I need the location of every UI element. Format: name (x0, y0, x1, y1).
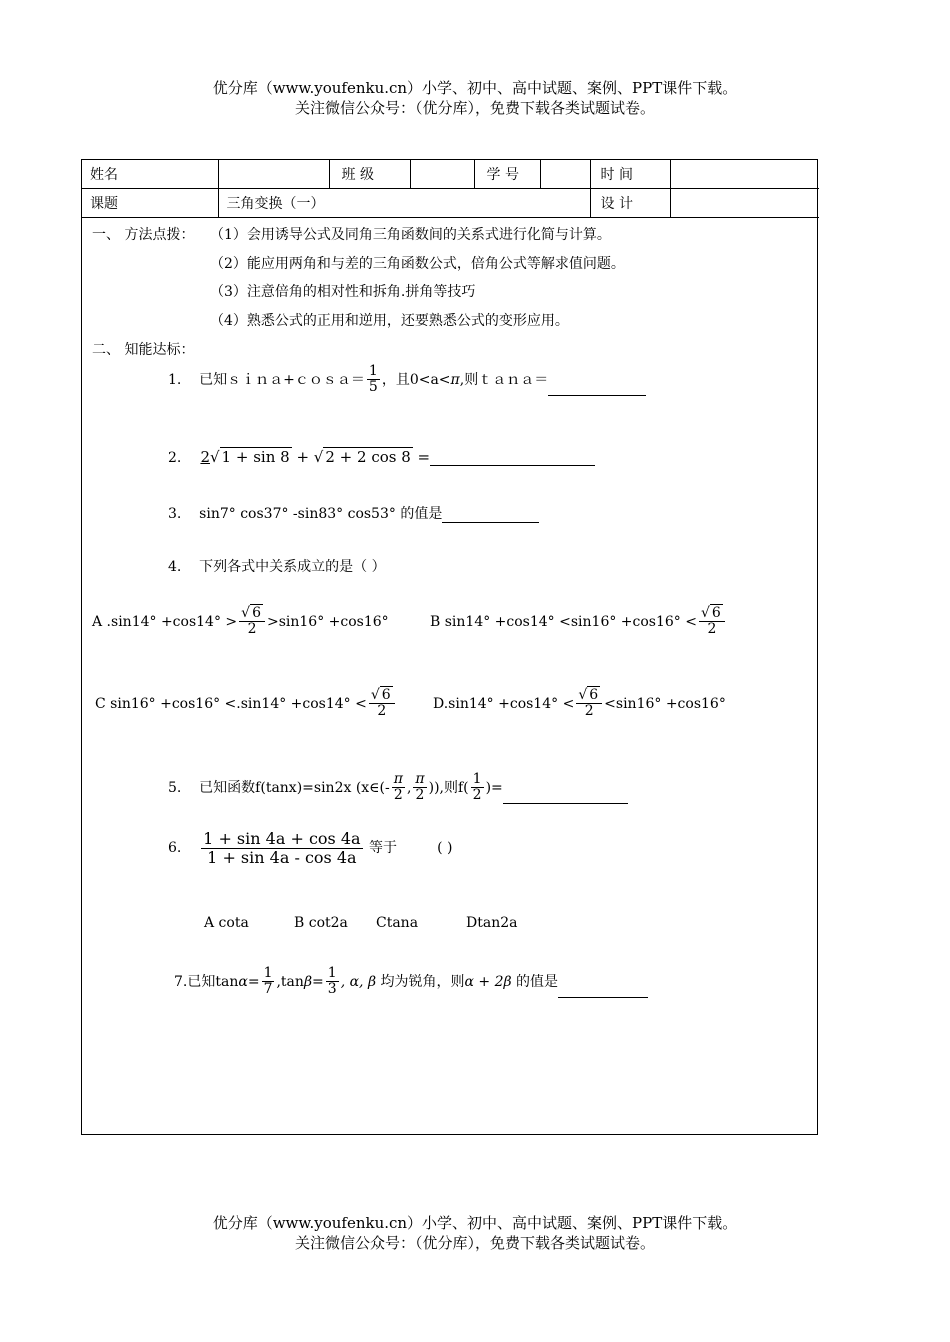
q2-answer-blank[interactable] (430, 465, 595, 466)
q4-b-frac-den: 2 (707, 621, 717, 638)
q4-option-a-prefix: A .sin14° +cos14° > (92, 613, 238, 630)
q5-frac1-den: 2 (393, 787, 403, 804)
q5-middle: )),则f( (428, 779, 469, 796)
q7-suffix: 的值是 (516, 973, 559, 990)
q4-b-root: 6 (711, 605, 721, 621)
name-label: 姓名 (82, 160, 218, 189)
design-value[interactable] (670, 189, 819, 218)
question-4 (168, 556, 386, 576)
q4-option-d-suffix: <sin16° +cos16° (604, 695, 726, 712)
banner-line-2: 关注微信公众号：（优分库），免费下载各类试题试卷。 (294, 99, 655, 117)
q6-frac-den: 1 + sin 4a - cos 4a (207, 847, 357, 867)
q7-alpha-beta: , α, β (340, 973, 377, 990)
q6-option-b: B cot2a (294, 915, 348, 931)
id-value[interactable] (540, 160, 590, 189)
name-value[interactable] (218, 160, 329, 189)
q2-radical-2: 2 + 2 cos 8 (325, 448, 411, 466)
q4-d-root: 6 (589, 687, 599, 703)
q1-answer-blank[interactable] (548, 395, 646, 396)
time-label: 时 间 (590, 160, 670, 189)
q4-option-a-fraction (239, 606, 265, 638)
q2-coefficient: 2 (200, 448, 210, 466)
question-3 (168, 503, 539, 523)
worksheet-frame (81, 159, 818, 1135)
q5-comma: , (406, 779, 412, 796)
q4-option-d (433, 688, 726, 720)
page-footer-banner (0, 1213, 950, 1253)
footer-line-2: 关注微信公众号：（优分库），免费下载各类试题试卷。 (294, 1234, 655, 1252)
q4-option-d-fraction (576, 688, 602, 720)
q5-prefix: 已知函数f(tanx)=sin2x (x∈(- (199, 779, 390, 796)
time-value[interactable] (670, 160, 819, 189)
question-1 (168, 364, 646, 396)
q5-frac2-num: π (415, 771, 425, 787)
q4-c-frac-den: 2 (377, 703, 387, 720)
q7-fraction-2 (326, 966, 339, 998)
q4-option-b (430, 606, 727, 638)
q4-text: 下列各式中关系成立的是（ ） (199, 559, 386, 575)
q7-alpha: α (238, 973, 248, 990)
q5-frac3-num: 1 (472, 771, 482, 787)
id-label: 学 号 (474, 160, 540, 189)
q4-number: 4. (168, 559, 182, 575)
q6-option-c: Ctana (376, 915, 419, 931)
q4-b-frac-num: √ 6 (699, 606, 725, 622)
footer-line-1: 优分库（www.youfenku.cn）小学、初中、高中试题、案例、PPT课件下载。 (212, 1214, 738, 1232)
q3-number: 3. (168, 506, 182, 522)
q7-equals-2: = (312, 973, 324, 990)
q1-frac-den: 5 (368, 379, 378, 396)
q6-number: 6. (168, 840, 182, 857)
q4-option-b-prefix: B sin14° +cos14° <sin16° +cos16° < (430, 613, 697, 630)
q3-answer-blank[interactable] (442, 522, 539, 523)
q7-frac2-den: 3 (327, 981, 337, 998)
section1-title: 一、 方法点拨： (92, 227, 195, 243)
topic-label: 课题 (82, 189, 218, 218)
q5-frac2-den: 2 (415, 787, 425, 804)
q6-option-a: A cota (204, 915, 249, 931)
q7-frac1-num: 1 (263, 965, 273, 981)
q7-tan-beta: ,tan (276, 973, 304, 990)
method-item-1: （1）会用诱导公式及同角三角函数间的关系式进行化简与计算。 (210, 227, 611, 243)
header-table (82, 160, 819, 218)
q6-text: 等于 (369, 840, 398, 857)
q2-equals: = (417, 448, 431, 466)
q5-fraction-1 (392, 772, 405, 804)
banner-line-1: 优分库（www.youfenku.cn）小学、初中、高中试题、案例、PPT课件下载。 (212, 79, 738, 97)
q5-suffix: )= (485, 779, 503, 796)
q4-option-a-suffix: >sin16° +cos16° (266, 613, 389, 630)
q4-c-frac-num: √ 6 (369, 688, 395, 704)
class-label: 班 级 (329, 160, 410, 189)
q2-plus: + (296, 448, 310, 466)
method-item-4: （4）熟悉公式的正用和逆用，还要熟悉公式的变形应用。 (210, 313, 569, 329)
method-item-3: （3）注意倍角的相对性和拆角.拼角等技巧 (210, 284, 476, 300)
q1-middle: ，且0<a< (381, 371, 451, 388)
method-item-2: （2）能应用两角和与差的三角函数公式，倍角公式等解求值问题。 (210, 256, 625, 272)
q1-frac-num: 1 (368, 363, 378, 379)
q7-frac2-num: 1 (327, 965, 337, 981)
q6-frac-num: 1 + sin 4a + cos 4a (203, 829, 361, 848)
q4-a-frac-den: 2 (247, 621, 257, 638)
q7-middle: 均为锐角，则 (380, 973, 465, 990)
q4-option-d-prefix: D.sin14° +cos14° < (433, 695, 575, 712)
section2-title: 二、 知能达标： (92, 342, 195, 358)
q1-fraction (367, 364, 380, 396)
q6-option-d: Dtan2a (466, 915, 518, 931)
q7-beta: β (303, 973, 313, 990)
q4-option-b-fraction (699, 606, 725, 638)
q5-fraction-2 (413, 772, 426, 804)
question-2: 2. 2√ 1 + sin 8 + √ 2 + 2 cos 8 = (168, 448, 595, 466)
q1-prefix: 已知ｓｉｎａ+ｃｏｓａ＝ (199, 371, 365, 388)
q7-fraction-1 (262, 966, 275, 998)
q6-fraction (201, 830, 362, 866)
question-6 (168, 830, 452, 866)
q7-frac1-den: 7 (263, 981, 273, 998)
q4-option-c-prefix: C sin16° +cos16° <.sin14° +cos14° < (95, 695, 367, 712)
topic-value: 三角变换（一） (218, 189, 590, 218)
question-5 (168, 772, 628, 804)
q4-a-frac-num: √ 6 (239, 606, 265, 622)
q4-a-root: 6 (252, 605, 261, 621)
q7-equals-1: = (247, 973, 260, 990)
q4-c-root: 6 (381, 687, 391, 703)
q2-number: 2. (168, 450, 182, 466)
q1-pi: π (450, 371, 460, 388)
q1-suffix: ,则ｔａｎａ＝ (459, 371, 549, 388)
q4-option-a (92, 606, 389, 638)
design-label: 设 计 (590, 189, 670, 218)
q5-fraction-3 (471, 772, 484, 804)
question-7 (174, 966, 648, 998)
q5-answer-blank[interactable] (503, 803, 628, 804)
q5-number: 5. (168, 779, 182, 796)
q5-frac3-den: 2 (472, 787, 482, 804)
q4-option-c-fraction (369, 688, 395, 720)
q7-prefix: 7.已知tan (174, 973, 239, 990)
page-header-banner (0, 78, 950, 118)
q1-number: 1. (168, 371, 182, 388)
q3-text: sin7° cos37° -sin83° cos53° 的值是 (199, 506, 443, 522)
q7-expression: α + 2β (464, 973, 512, 990)
q4-option-c (95, 688, 397, 720)
q7-answer-blank[interactable] (558, 997, 648, 998)
q6-paren: ( ) (437, 840, 453, 857)
q4-d-frac-num: √ 6 (576, 688, 602, 704)
class-value[interactable] (410, 160, 474, 189)
q5-frac1-num: π (393, 771, 403, 787)
q4-d-frac-den: 2 (584, 703, 594, 720)
q2-radical-1: 1 + sin 8 (221, 448, 290, 466)
